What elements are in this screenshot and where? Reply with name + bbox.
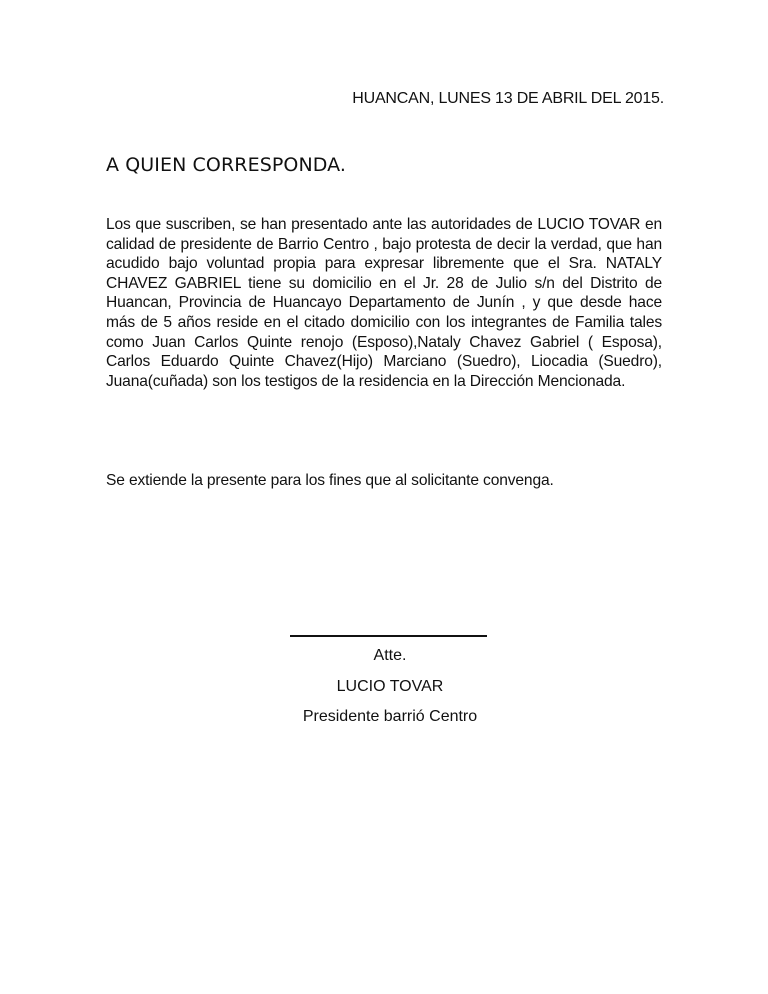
body-text (106, 215, 662, 391)
body-paragraph: Los que suscriben, se han presentado ante las autoridades de LUCIO TOVAR en calidad de presidente de Barrio Centro , bajo protesta de decir la verdad, que han acudido bajo voluntad propia para expresar libremente que el Sra. NATALY CHAVEZ GABRIEL tiene su domicilio en el Jr. 28 de Julio s/n del Distrito de Huancan, Provincia de Huancayo Departamento de Junín , y que desde hace más de 5 años reside en el citado domicilio con los integrantes de Familia tales como Juan Carlos Quinte renojo (Esposo),Nataly Chavez Gabriel ( Esposa), Carlos Eduardo Quinte Chavez(Hijo) Marciano (Suedro), Liocadia (Suedro), Juana(cuñada) son los testigos de la residencia en la Dirección Mencionada. (106, 216, 662, 390)
signatory-title: Presidente barrió Centro (302, 708, 478, 725)
signatory-name: LUCIO TOVAR (336, 678, 444, 695)
letter-heading: A QUIEN CORRESPONDA. (106, 154, 347, 176)
closing-sentence: Se extiende la presente para los fines que al solicitante convenga. (106, 472, 554, 489)
signature-line (290, 635, 487, 637)
date-line: HUANCAN, LUNES 13 DE ABRIL DEL 2015. (352, 90, 664, 107)
signature-salutation: Atte. (373, 647, 407, 664)
